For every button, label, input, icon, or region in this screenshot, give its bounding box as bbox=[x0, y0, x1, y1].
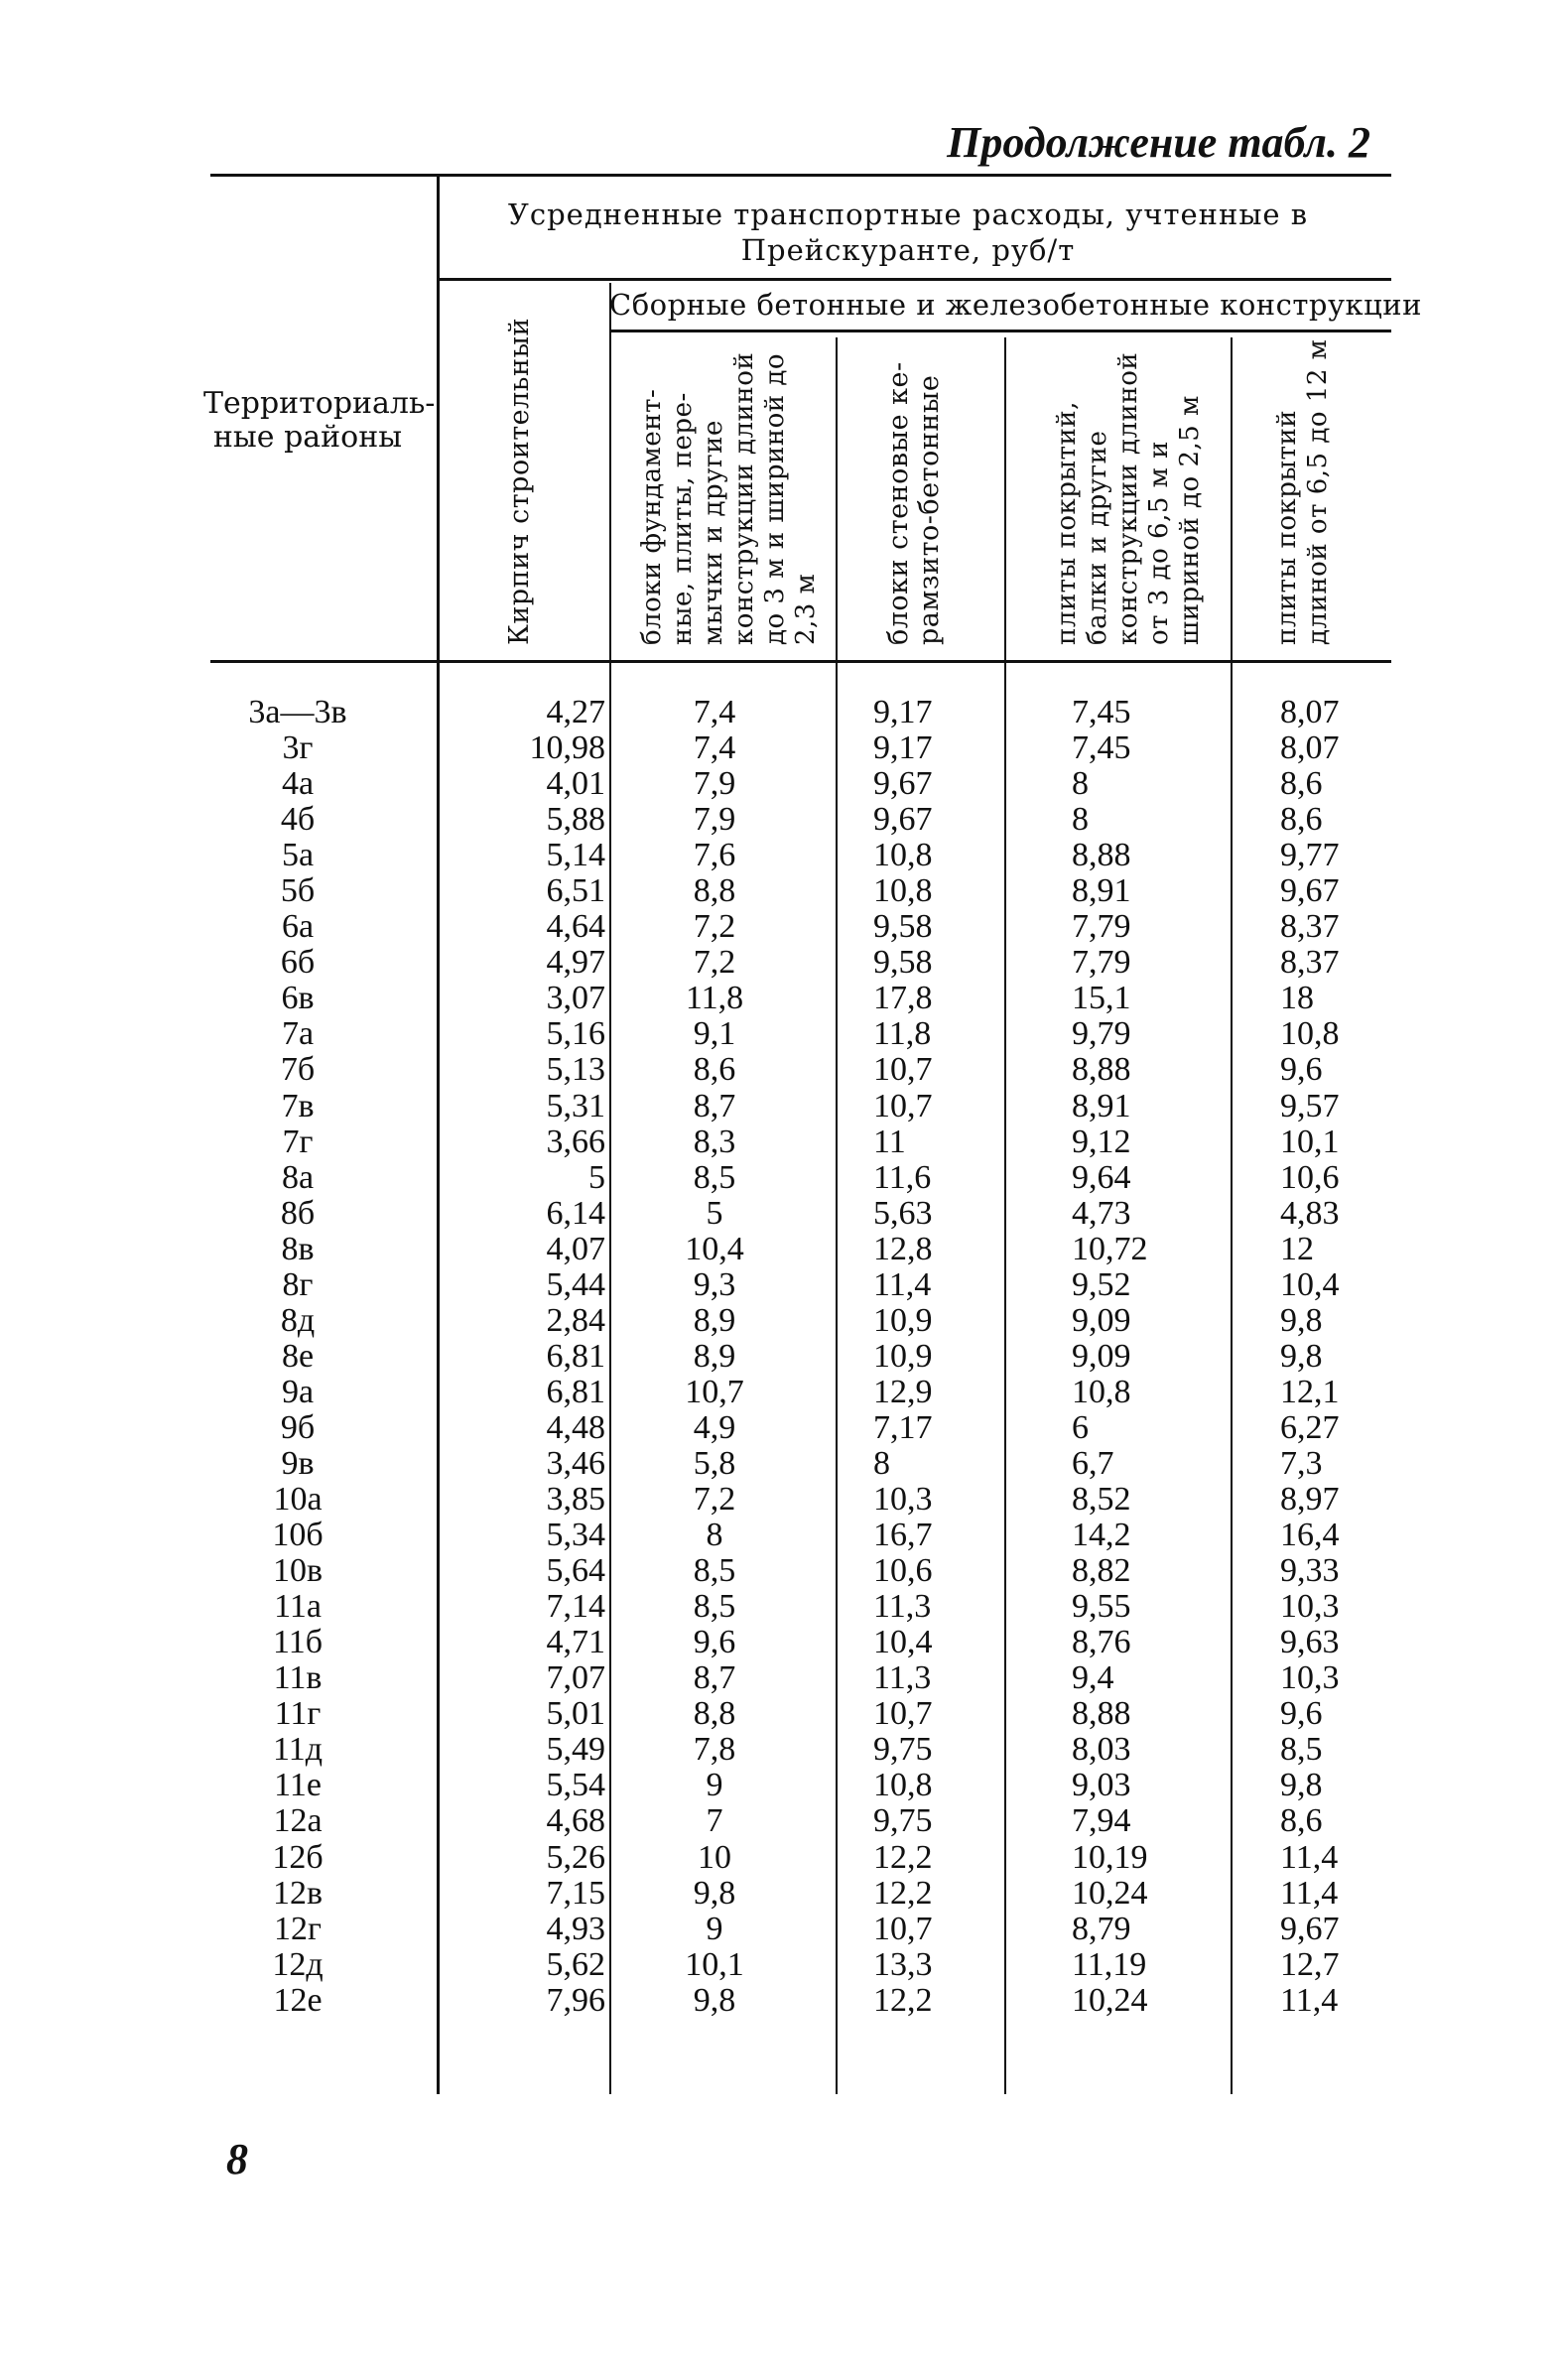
value-cell: 10,6 bbox=[1280, 1158, 1340, 1196]
column-header-roof-slabs-long: плиты покрытий длиной от 6,5 до 12 м bbox=[1272, 338, 1333, 645]
region-cell: 4б bbox=[280, 801, 316, 839]
table-row bbox=[0, 1840, 1559, 1876]
value-cell: 4,07 bbox=[546, 1230, 605, 1267]
table-row bbox=[0, 1267, 1559, 1303]
value-cell: 10,1 bbox=[1280, 1123, 1340, 1160]
group-header: Усредненные транспортные расходы, учтенные в Прейскуранте, руб/т bbox=[507, 198, 1309, 267]
value-cell: 9,8 bbox=[1280, 1337, 1323, 1375]
value-cell: 8,82 bbox=[1072, 1552, 1131, 1590]
value-cell: 11,4 bbox=[1280, 1981, 1339, 2019]
value-cell: 8,91 bbox=[1072, 872, 1131, 910]
value-cell: 11,19 bbox=[1072, 1945, 1147, 1983]
value-cell: 9,09 bbox=[1072, 1337, 1131, 1375]
table-row bbox=[0, 1196, 1559, 1232]
value-cell: 9,33 bbox=[1280, 1552, 1340, 1590]
value-cell: 8,5 bbox=[693, 1588, 736, 1626]
table-row bbox=[0, 1696, 1559, 1732]
table-row bbox=[0, 1446, 1559, 1482]
value-cell: 10,9 bbox=[873, 1337, 933, 1375]
value-cell: 9,55 bbox=[1072, 1588, 1131, 1626]
column-header-brick: Кирпич строительный bbox=[504, 318, 535, 645]
value-cell: 12,8 bbox=[873, 1230, 933, 1267]
value-cell: 14,2 bbox=[1072, 1517, 1131, 1554]
value-cell: 8,91 bbox=[1072, 1087, 1131, 1124]
value-cell: 8,7 bbox=[693, 1087, 736, 1124]
value-cell: 8,6 bbox=[1280, 765, 1323, 803]
value-cell: 11,8 bbox=[873, 1015, 932, 1053]
region-cell: 9а bbox=[281, 1373, 315, 1410]
value-cell: 4,48 bbox=[546, 1408, 605, 1446]
value-cell: 6 bbox=[1072, 1408, 1089, 1446]
region-cell: 11б bbox=[272, 1624, 324, 1661]
region-cell: 10а bbox=[273, 1481, 323, 1519]
value-cell: 9,75 bbox=[873, 1802, 933, 1840]
value-cell: 8 bbox=[1072, 801, 1089, 839]
table-row bbox=[0, 695, 1559, 730]
value-cell: 9,09 bbox=[1072, 1301, 1131, 1339]
value-cell: 12,1 bbox=[1280, 1373, 1340, 1410]
table-row bbox=[0, 1160, 1559, 1196]
value-cell: 16,7 bbox=[873, 1517, 933, 1554]
value-cell: 9,58 bbox=[873, 908, 933, 946]
value-cell: 7,4 bbox=[693, 694, 736, 730]
stub-header: Территориаль-ные районы bbox=[203, 386, 436, 455]
column-header-foundation-blocks: блоки фундамент-ные, плиты, пере-мычки и другие конструкции длиной до 3 м и шириной до 2,3 м bbox=[637, 351, 821, 645]
region-cell: 12б bbox=[272, 1838, 324, 1876]
value-cell: 3,85 bbox=[546, 1481, 605, 1519]
value-cell: 9,58 bbox=[873, 944, 933, 982]
value-cell: 5,63 bbox=[873, 1194, 933, 1232]
value-cell: 10,1 bbox=[685, 1945, 744, 1983]
value-cell: 5,16 bbox=[546, 1015, 605, 1053]
value-cell: 7,4 bbox=[693, 729, 736, 767]
region-cell: 7а bbox=[281, 1015, 315, 1053]
value-cell: 16,4 bbox=[1280, 1517, 1340, 1554]
value-cell: 10,3 bbox=[1280, 1659, 1340, 1697]
value-cell: 9,77 bbox=[1280, 837, 1340, 874]
value-cell: 9,67 bbox=[873, 765, 933, 803]
value-cell: 10,4 bbox=[1280, 1265, 1340, 1303]
value-cell: 8,07 bbox=[1280, 729, 1340, 767]
value-cell: 7,2 bbox=[693, 908, 736, 946]
value-cell: 4,01 bbox=[546, 765, 605, 803]
value-cell: 3,07 bbox=[546, 980, 605, 1017]
value-cell: 5,01 bbox=[546, 1695, 605, 1733]
value-cell: 7,07 bbox=[546, 1659, 605, 1697]
value-cell: 18 bbox=[1280, 980, 1314, 1017]
value-cell: 8,37 bbox=[1280, 908, 1340, 946]
value-cell: 7,94 bbox=[1072, 1802, 1131, 1840]
value-cell: 8,97 bbox=[1280, 1481, 1340, 1519]
value-cell: 8,9 bbox=[693, 1337, 736, 1375]
value-cell: 7,14 bbox=[546, 1588, 605, 1626]
value-cell: 8,8 bbox=[693, 1695, 736, 1733]
value-cell: 11,3 bbox=[873, 1588, 932, 1626]
region-cell: 11е bbox=[274, 1767, 322, 1804]
value-cell: 10,7 bbox=[873, 1051, 933, 1089]
value-cell: 9,17 bbox=[873, 694, 933, 730]
value-cell: 7,45 bbox=[1072, 694, 1131, 730]
region-cell: 10в bbox=[272, 1552, 324, 1590]
value-cell: 10,8 bbox=[873, 837, 933, 874]
region-cell: 12е bbox=[273, 1981, 323, 2019]
value-cell: 10,19 bbox=[1072, 1838, 1148, 1876]
value-cell: 5,54 bbox=[546, 1767, 605, 1804]
region-cell: 7г bbox=[282, 1123, 314, 1160]
value-cell: 7,8 bbox=[693, 1731, 736, 1769]
value-cell: 9,6 bbox=[1280, 1051, 1323, 1089]
region-cell: 3а—3в bbox=[248, 694, 347, 730]
value-cell: 10,7 bbox=[873, 1087, 933, 1124]
region-cell: 8е bbox=[281, 1337, 315, 1375]
table-row bbox=[0, 1947, 1559, 1983]
value-cell: 9,8 bbox=[693, 1981, 736, 2019]
value-cell: 10 bbox=[698, 1838, 731, 1876]
table-row bbox=[0, 981, 1559, 1016]
value-cell: 7,2 bbox=[693, 1481, 736, 1519]
region-cell: 9в bbox=[281, 1444, 315, 1482]
table-row bbox=[0, 1518, 1559, 1553]
value-cell: 5 bbox=[588, 1158, 605, 1196]
value-cell: 9,8 bbox=[693, 1874, 736, 1912]
value-cell: 8,5 bbox=[693, 1158, 736, 1196]
value-cell: 8,88 bbox=[1072, 1695, 1131, 1733]
region-cell: 8г bbox=[282, 1265, 314, 1303]
value-cell: 9,79 bbox=[1072, 1015, 1131, 1053]
table-row bbox=[0, 1303, 1559, 1339]
value-cell: 3,46 bbox=[546, 1444, 605, 1482]
region-cell: 5б bbox=[280, 872, 316, 910]
value-cell: 10,4 bbox=[685, 1230, 744, 1267]
value-cell: 9,75 bbox=[873, 1731, 933, 1769]
value-cell: 5,13 bbox=[546, 1051, 605, 1089]
table-body bbox=[0, 695, 1559, 2019]
top-rule bbox=[210, 174, 1391, 177]
region-cell: 8в bbox=[281, 1230, 315, 1267]
value-cell: 9,64 bbox=[1072, 1158, 1131, 1196]
region-cell: 6в bbox=[281, 980, 315, 1017]
continuation-title: Продолжение табл. 2 bbox=[947, 118, 1370, 167]
region-cell: 11г bbox=[274, 1695, 322, 1733]
value-cell: 4,68 bbox=[546, 1802, 605, 1840]
value-cell: 5,64 bbox=[546, 1552, 605, 1590]
value-cell: 3,66 bbox=[546, 1123, 605, 1160]
value-cell: 8,07 bbox=[1280, 694, 1340, 730]
value-cell: 10,24 bbox=[1072, 1874, 1148, 1912]
value-cell: 8,79 bbox=[1072, 1910, 1131, 1947]
value-cell: 5,26 bbox=[546, 1838, 605, 1876]
value-cell: 12,2 bbox=[873, 1981, 933, 2019]
value-cell: 8 bbox=[873, 1444, 890, 1482]
region-cell: 8а bbox=[281, 1158, 315, 1196]
value-cell: 10,8 bbox=[1280, 1015, 1340, 1053]
value-cell: 11 bbox=[873, 1123, 906, 1160]
value-cell: 10,6 bbox=[873, 1552, 933, 1590]
value-cell: 4,64 bbox=[546, 908, 605, 946]
value-cell: 8 bbox=[1072, 765, 1089, 803]
value-cell: 9,3 bbox=[693, 1265, 736, 1303]
value-cell: 5,49 bbox=[546, 1731, 605, 1769]
value-cell: 10,8 bbox=[873, 1767, 933, 1804]
table-row bbox=[0, 1124, 1559, 1160]
value-cell: 11,4 bbox=[1280, 1874, 1339, 1912]
value-cell: 6,7 bbox=[1072, 1444, 1114, 1482]
table-row bbox=[0, 1553, 1559, 1589]
value-cell: 4,73 bbox=[1072, 1194, 1131, 1232]
table-row bbox=[0, 1375, 1559, 1410]
region-cell: 10б bbox=[272, 1517, 324, 1554]
value-cell: 8,37 bbox=[1280, 944, 1340, 982]
table-row bbox=[0, 1410, 1559, 1446]
table-row bbox=[0, 1052, 1559, 1088]
value-cell: 4,71 bbox=[546, 1624, 605, 1661]
value-cell: 4,27 bbox=[546, 694, 605, 730]
value-cell: 10,9 bbox=[873, 1301, 933, 1339]
table-row bbox=[0, 1803, 1559, 1839]
region-cell: 11в bbox=[273, 1659, 323, 1697]
table-row bbox=[0, 1660, 1559, 1696]
table-row bbox=[0, 802, 1559, 838]
region-cell: 3г bbox=[282, 729, 314, 767]
value-cell: 10,3 bbox=[1280, 1588, 1340, 1626]
value-cell: 13,3 bbox=[873, 1945, 933, 1983]
group-header-rule bbox=[437, 278, 1391, 281]
value-cell: 12,2 bbox=[873, 1874, 933, 1912]
value-cell: 8,52 bbox=[1072, 1481, 1131, 1519]
region-cell: 6а bbox=[281, 908, 315, 946]
value-cell: 11,6 bbox=[873, 1158, 932, 1196]
table-row bbox=[0, 766, 1559, 802]
value-cell: 9,52 bbox=[1072, 1265, 1131, 1303]
value-cell: 8 bbox=[706, 1517, 723, 1554]
value-cell: 10,98 bbox=[529, 729, 605, 767]
page-number: 8 bbox=[226, 2135, 248, 2183]
value-cell: 4,9 bbox=[693, 1408, 736, 1446]
table-row bbox=[0, 1876, 1559, 1912]
region-cell: 7в bbox=[281, 1087, 315, 1124]
value-cell: 9,12 bbox=[1072, 1123, 1131, 1160]
value-cell: 10,7 bbox=[873, 1910, 933, 1947]
value-cell: 8,6 bbox=[1280, 801, 1323, 839]
value-cell: 10,4 bbox=[873, 1624, 933, 1661]
value-cell: 5,34 bbox=[546, 1517, 605, 1554]
region-cell: 8д bbox=[280, 1301, 316, 1339]
value-cell: 9,67 bbox=[1280, 1910, 1340, 1947]
value-cell: 8,8 bbox=[693, 872, 736, 910]
value-cell: 8,76 bbox=[1072, 1624, 1131, 1661]
value-cell: 8,5 bbox=[693, 1552, 736, 1590]
value-cell: 15,1 bbox=[1072, 980, 1131, 1017]
table-row bbox=[0, 1232, 1559, 1267]
table-row bbox=[0, 1732, 1559, 1768]
value-cell: 10,72 bbox=[1072, 1230, 1148, 1267]
value-cell: 9,6 bbox=[693, 1624, 736, 1661]
value-cell: 7,17 bbox=[873, 1408, 933, 1446]
value-cell: 7,9 bbox=[693, 801, 736, 839]
value-cell: 7,79 bbox=[1072, 944, 1131, 982]
value-cell: 8,6 bbox=[1280, 1802, 1323, 1840]
value-cell: 5,62 bbox=[546, 1945, 605, 1983]
region-cell: 6б bbox=[280, 944, 316, 982]
region-cell: 11а bbox=[274, 1588, 322, 1626]
region-cell: 5а bbox=[281, 837, 315, 874]
value-cell: 9,6 bbox=[1280, 1695, 1323, 1733]
value-cell: 10,8 bbox=[1072, 1373, 1131, 1410]
value-cell: 9 bbox=[706, 1910, 723, 1947]
table-row bbox=[0, 838, 1559, 873]
header-bottom-rule bbox=[210, 660, 1391, 663]
table-row bbox=[0, 1482, 1559, 1518]
value-cell: 9,17 bbox=[873, 729, 933, 767]
value-cell: 6,51 bbox=[546, 872, 605, 910]
value-cell: 7,6 bbox=[693, 837, 736, 874]
column-header-roof-slabs-short: плиты покрытий, балки и другие конструкции длиной от 3 до 6,5 м и шириной до 2,5 м bbox=[1052, 351, 1205, 645]
value-cell: 10,7 bbox=[873, 1695, 933, 1733]
region-cell: 7б bbox=[280, 1051, 316, 1089]
region-cell: 12д bbox=[272, 1945, 324, 1983]
value-cell: 10,3 bbox=[873, 1481, 933, 1519]
value-cell: 8,5 bbox=[1280, 1731, 1323, 1769]
region-cell: 8б bbox=[280, 1194, 316, 1232]
value-cell: 6,81 bbox=[546, 1373, 605, 1410]
value-cell: 8,88 bbox=[1072, 1051, 1131, 1089]
value-cell: 11,4 bbox=[1280, 1838, 1339, 1876]
value-cell: 9,1 bbox=[693, 1015, 736, 1053]
value-cell: 9,63 bbox=[1280, 1624, 1340, 1661]
region-cell: 9б bbox=[280, 1408, 316, 1446]
table-row bbox=[0, 873, 1559, 909]
value-cell: 8,9 bbox=[693, 1301, 736, 1339]
value-cell: 10,7 bbox=[685, 1373, 744, 1410]
table-row bbox=[0, 1983, 1559, 2019]
table-row bbox=[0, 1912, 1559, 1947]
value-cell: 8,88 bbox=[1072, 837, 1131, 874]
value-cell: 11,8 bbox=[685, 980, 744, 1017]
value-cell: 8,7 bbox=[693, 1659, 736, 1697]
value-cell: 9,03 bbox=[1072, 1767, 1131, 1804]
region-cell: 12в bbox=[272, 1874, 324, 1912]
subgroup-header: Сборные бетонные и железобетонные конструкции bbox=[609, 288, 1422, 322]
value-cell: 11,4 bbox=[873, 1265, 932, 1303]
table-row bbox=[0, 1625, 1559, 1660]
value-cell: 9 bbox=[706, 1767, 723, 1804]
value-cell: 12,2 bbox=[873, 1838, 933, 1876]
value-cell: 9,8 bbox=[1280, 1301, 1323, 1339]
value-cell: 4,83 bbox=[1280, 1194, 1340, 1232]
table-row bbox=[0, 1339, 1559, 1375]
value-cell: 6,27 bbox=[1280, 1408, 1340, 1446]
value-cell: 7,96 bbox=[546, 1981, 605, 2019]
value-cell: 2,84 bbox=[546, 1301, 605, 1339]
value-cell: 5,8 bbox=[693, 1444, 736, 1482]
value-cell: 5,14 bbox=[546, 837, 605, 874]
value-cell: 5,88 bbox=[546, 801, 605, 839]
value-cell: 7,15 bbox=[546, 1874, 605, 1912]
value-cell: 6,14 bbox=[546, 1194, 605, 1232]
value-cell: 7,45 bbox=[1072, 729, 1131, 767]
value-cell: 5,31 bbox=[546, 1087, 605, 1124]
value-cell: 4,97 bbox=[546, 944, 605, 982]
table-row bbox=[0, 945, 1559, 981]
value-cell: 9,67 bbox=[1280, 872, 1340, 910]
value-cell: 9,67 bbox=[873, 801, 933, 839]
value-cell: 7,9 bbox=[693, 765, 736, 803]
table-row bbox=[0, 1016, 1559, 1052]
table-row bbox=[0, 1089, 1559, 1124]
value-cell: 8,3 bbox=[693, 1123, 736, 1160]
table-row bbox=[0, 1768, 1559, 1803]
value-cell: 7,3 bbox=[1280, 1444, 1323, 1482]
value-cell: 10,8 bbox=[873, 872, 933, 910]
value-cell: 7,2 bbox=[693, 944, 736, 982]
region-cell: 11д bbox=[272, 1731, 324, 1769]
region-cell: 12г bbox=[274, 1910, 322, 1947]
table-row bbox=[0, 730, 1559, 766]
value-cell: 4,93 bbox=[546, 1910, 605, 1947]
value-cell: 6,81 bbox=[546, 1337, 605, 1375]
value-cell: 8,6 bbox=[693, 1051, 736, 1089]
value-cell: 8,03 bbox=[1072, 1731, 1131, 1769]
value-cell: 10,24 bbox=[1072, 1981, 1148, 2019]
value-cell: 7 bbox=[706, 1802, 723, 1840]
value-cell: 12 bbox=[1280, 1230, 1314, 1267]
value-cell: 9,57 bbox=[1280, 1087, 1340, 1124]
region-cell: 4а bbox=[281, 765, 315, 803]
region-cell: 12а bbox=[273, 1802, 323, 1840]
value-cell: 5 bbox=[706, 1194, 723, 1232]
value-cell: 5,44 bbox=[546, 1265, 605, 1303]
table-row bbox=[0, 909, 1559, 945]
value-cell: 12,9 bbox=[873, 1373, 933, 1410]
column-header-wall-blocks: блоки стеновые ке-рамзито-бетонные bbox=[883, 361, 945, 645]
value-cell: 9,8 bbox=[1280, 1767, 1323, 1804]
value-cell: 7,79 bbox=[1072, 908, 1131, 946]
subgroup-header-rule bbox=[609, 330, 1391, 332]
value-cell: 11,3 bbox=[873, 1659, 932, 1697]
table-row bbox=[0, 1589, 1559, 1625]
value-cell: 12,7 bbox=[1280, 1945, 1340, 1983]
value-cell: 17,8 bbox=[873, 980, 933, 1017]
value-cell: 9,4 bbox=[1072, 1659, 1114, 1697]
